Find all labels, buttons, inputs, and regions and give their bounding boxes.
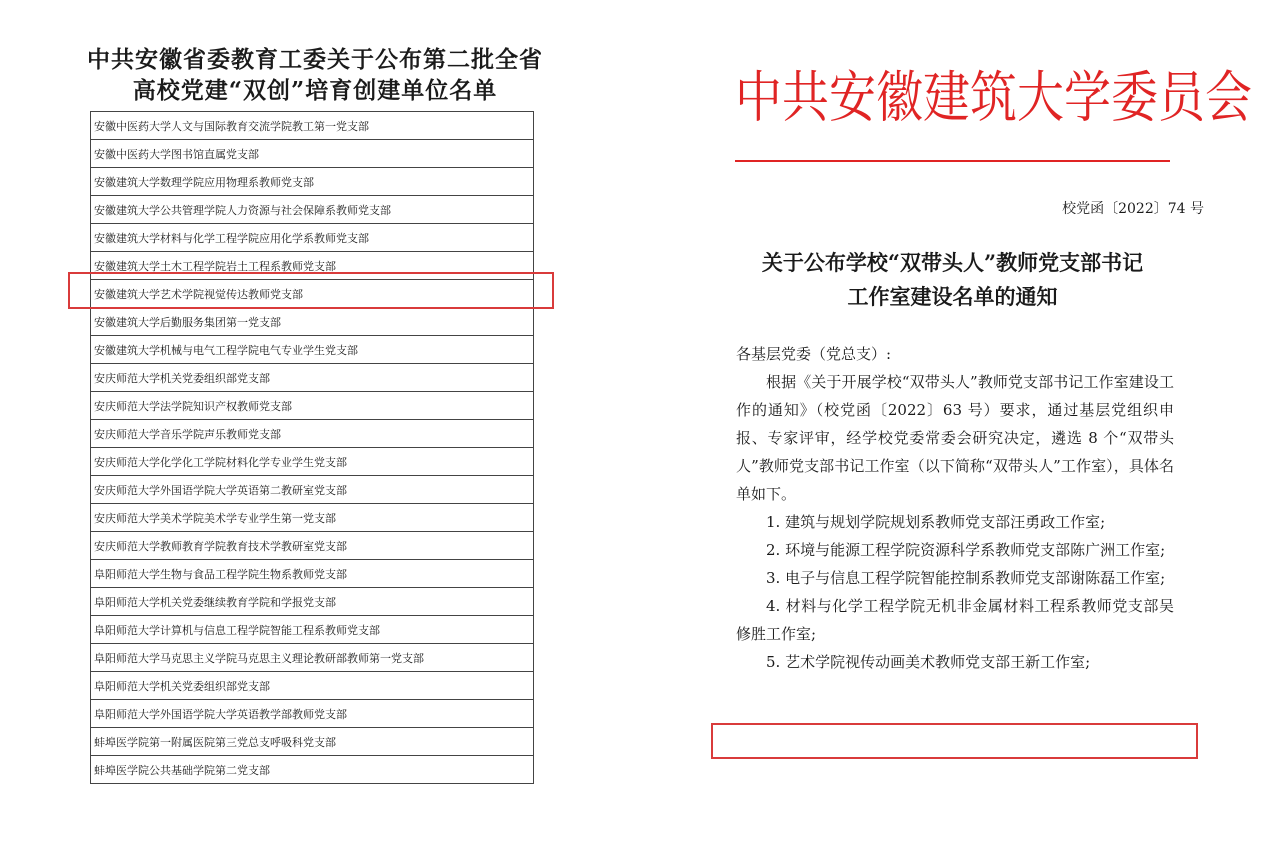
unit-name-cell: 安徽建筑大学数理学院应用物理系教师党支部 xyxy=(91,168,534,196)
table-row xyxy=(91,392,534,420)
table-row xyxy=(91,644,534,672)
table-row xyxy=(91,168,534,196)
unit-name-cell: 阜阳师范大学机关党委继续教育学院和学报党支部 xyxy=(91,588,534,616)
table-row xyxy=(91,672,534,700)
table-row xyxy=(91,336,534,364)
unit-name-cell: 阜阳师范大学外国语学院大学英语教学部教师党支部 xyxy=(91,700,534,728)
table-row xyxy=(91,112,534,140)
left-document-title xyxy=(70,44,560,106)
unit-list-table xyxy=(90,111,534,784)
table-row xyxy=(91,420,534,448)
unit-name-cell: 安徽建筑大学土木工程学院岩土工程系教师党支部 xyxy=(91,252,534,280)
list-item-1: 1. 建筑与规划学院规划系教师党支部汪勇政工作室; xyxy=(766,513,1106,531)
table-row xyxy=(91,140,534,168)
table-row xyxy=(91,364,534,392)
body-paragraph: 根据《关于开展学校“双带头人”教师党支部书记工作室建设工作的通知》（校党函〔2022〕63 号）要求，通过基层党组织申报、专家评审，经学校党委常委会研究决定，遴选 8 个“双带头人”教师党支部书记工作室（以下简称“双带头人”工作室），具体名单如下。 xyxy=(736,373,1174,503)
unit-name-cell: 阜阳师范大学生物与食品工程学院生物系教师党支部 xyxy=(91,560,534,588)
table-row xyxy=(91,616,534,644)
left-title-line-2: 高校党建“双创”培育创建单位名单 xyxy=(132,77,498,104)
list-item-2: 2. 环境与能源工程学院资源科学系教师党支部陈广洲工作室; xyxy=(766,541,1166,559)
unit-name-cell: 阜阳师范大学马克思主义学院马克思主义理论教研部教师第一党支部 xyxy=(91,644,534,672)
unit-name-cell: 安徽中医药大学图书馆直属党支部 xyxy=(91,140,534,168)
table-row xyxy=(91,504,534,532)
unit-name-cell: 蚌埠医学院第一附属医院第三党总支呼吸科党支部 xyxy=(91,728,534,756)
table-row xyxy=(91,448,534,476)
left-title-line-1: 中共安徽省委教育工委关于公布第二批全省 xyxy=(87,46,543,73)
unit-name-cell: 安徽建筑大学机械与电气工程学院电气专业学生党支部 xyxy=(91,336,534,364)
unit-name-cell: 安庆师范大学教师教育学院教育技术学教研室党支部 xyxy=(91,532,534,560)
table-row xyxy=(91,532,534,560)
notice-title-line-1: 关于公布学校“双带头人”教师党支部书记 xyxy=(761,250,1144,275)
table-row xyxy=(91,308,534,336)
document-number: 校党函〔2022〕74 号 xyxy=(1062,201,1204,217)
unit-name-cell: 安徽中医药大学人文与国际教育交流学院教工第一党支部 xyxy=(91,112,534,140)
unit-name-cell: 安庆师范大学音乐学院声乐教师党支部 xyxy=(91,420,534,448)
unit-name-cell: 安庆师范大学机关党委组织部党支部 xyxy=(91,364,534,392)
table-row xyxy=(91,700,534,728)
table-row xyxy=(91,728,534,756)
unit-name-cell: 安徽建筑大学后勤服务集团第一党支部 xyxy=(91,308,534,336)
unit-name-cell: 安徽建筑大学材料与化学工程学院应用化学系教师党支部 xyxy=(91,224,534,252)
table-row xyxy=(91,756,534,784)
unit-name-cell: 安庆师范大学美术学院美术学专业学生第一党支部 xyxy=(91,504,534,532)
red-divider-line xyxy=(735,160,1170,162)
salutation: 各基层党委（党总支）: xyxy=(736,345,892,363)
list-item-5: 5. 艺术学院视传动画美术教师党支部王新工作室; xyxy=(766,653,1091,671)
table-row xyxy=(91,224,534,252)
highlight-box-left xyxy=(68,272,554,309)
list-item-3: 3. 电子与信息工程学院智能控制系教师党支部谢陈磊工作室; xyxy=(766,569,1166,587)
notice-title xyxy=(720,246,1185,314)
notice-title-line-2: 工作室建设名单的通知 xyxy=(847,284,1058,309)
notice-body xyxy=(736,340,1174,676)
unit-name-cell: 安庆师范大学外国语学院大学英语第二教研室党支部 xyxy=(91,476,534,504)
organization-header: 中共安徽建筑大学委员会 xyxy=(735,65,1252,131)
table-row xyxy=(91,196,534,224)
unit-name-cell: 安徽建筑大学艺术学院视觉传达教师党支部 xyxy=(91,280,534,308)
unit-name-cell: 蚌埠医学院公共基础学院第二党支部 xyxy=(91,756,534,784)
unit-name-cell: 阜阳师范大学计算机与信息工程学院智能工程系教师党支部 xyxy=(91,616,534,644)
unit-name-cell: 安庆师范大学法学院知识产权教师党支部 xyxy=(91,392,534,420)
unit-name-cell: 安庆师范大学化学化工学院材料化学专业学生党支部 xyxy=(91,448,534,476)
unit-name-cell: 安徽建筑大学公共管理学院人力资源与社会保障系教师党支部 xyxy=(91,196,534,224)
unit-name-cell: 阜阳师范大学机关党委组织部党支部 xyxy=(91,672,534,700)
list-item-4: 4. 材料与化学工程学院无机非金属材料工程系教师党支部吴修胜工作室; xyxy=(736,597,1174,643)
highlight-box-right xyxy=(711,723,1198,759)
table-row xyxy=(91,560,534,588)
table-row xyxy=(91,476,534,504)
table-row xyxy=(91,588,534,616)
